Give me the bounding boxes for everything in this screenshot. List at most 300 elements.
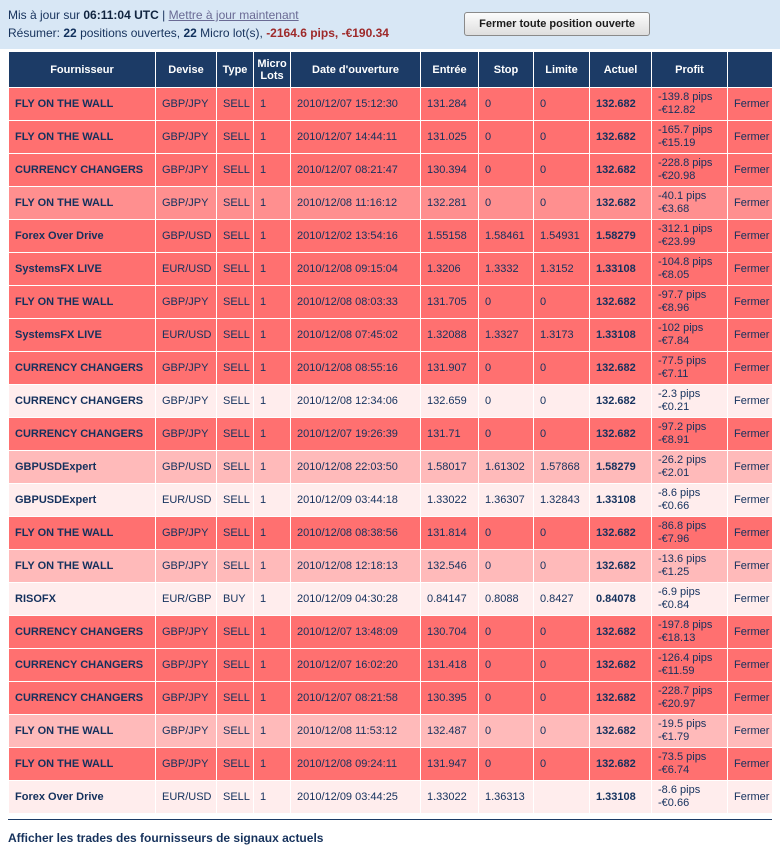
pair-cell: EUR/USD — [156, 319, 217, 352]
actual-cell: 132.682 — [590, 715, 652, 748]
close-position-link[interactable]: Fermer — [734, 560, 770, 572]
limit-cell: 0.8427 — [534, 583, 590, 616]
entry-cell: 132.546 — [421, 550, 479, 583]
summary-positions-count: 22 — [63, 26, 77, 40]
profit-pips: -228.7 pips — [658, 685, 713, 697]
summary-pips: -2164.6 pips, — [266, 26, 339, 40]
stop-cell: 0 — [479, 616, 534, 649]
position-row — [9, 121, 773, 154]
provider-cell: CURRENCY CHANGERS — [9, 385, 156, 418]
position-row — [9, 418, 773, 451]
close-cell — [728, 781, 773, 814]
close-cell — [728, 451, 773, 484]
limit-cell: 0 — [534, 88, 590, 121]
close-position-link[interactable]: Fermer — [734, 791, 770, 803]
close-cell — [728, 583, 773, 616]
profit-cell — [652, 88, 728, 121]
actual-cell: 132.682 — [590, 154, 652, 187]
actual-cell: 1.58279 — [590, 451, 652, 484]
entry-cell: 131.284 — [421, 88, 479, 121]
limit-cell: 0 — [534, 352, 590, 385]
pair-cell: GBP/JPY — [156, 121, 217, 154]
close-cell — [728, 121, 773, 154]
position-row — [9, 781, 773, 814]
entry-cell: 131.418 — [421, 649, 479, 682]
close-cell — [728, 649, 773, 682]
profit-pips: -97.7 pips — [658, 289, 707, 301]
close-position-link[interactable]: Fermer — [734, 461, 770, 473]
entry-cell: 132.659 — [421, 385, 479, 418]
limit-cell: 1.57868 — [534, 451, 590, 484]
limit-cell: 1.54931 — [534, 220, 590, 253]
pair-cell: GBP/JPY — [156, 286, 217, 319]
pair-cell: EUR/USD — [156, 484, 217, 517]
close-position-link[interactable]: Fermer — [734, 593, 770, 605]
date-cell: 2010/12/08 08:03:33 — [291, 286, 421, 319]
date-cell: 2010/12/08 09:24:11 — [291, 748, 421, 781]
lots-cell: 1 — [254, 187, 291, 220]
table-header-row — [9, 52, 773, 88]
date-cell: 2010/12/09 04:30:28 — [291, 583, 421, 616]
column-header-profit: Profit — [652, 52, 728, 88]
column-header-actions — [728, 52, 773, 88]
profit-cell — [652, 385, 728, 418]
position-row — [9, 616, 773, 649]
actual-cell: 132.682 — [590, 88, 652, 121]
lots-cell: 1 — [254, 154, 291, 187]
profit-pips: -228.8 pips — [658, 157, 713, 169]
pair-cell: GBP/JPY — [156, 418, 217, 451]
date-cell: 2010/12/08 08:55:16 — [291, 352, 421, 385]
updated-label: Mis à jour sur — [8, 8, 81, 22]
type-cell: SELL — [217, 550, 254, 583]
date-cell: 2010/12/08 12:34:06 — [291, 385, 421, 418]
actual-cell: 132.682 — [590, 121, 652, 154]
lots-cell: 1 — [254, 286, 291, 319]
column-header-date-d-ouverture: Date d'ouverture — [291, 52, 421, 88]
limit-cell: 0 — [534, 517, 590, 550]
pair-cell: EUR/GBP — [156, 583, 217, 616]
actual-cell: 132.682 — [590, 352, 652, 385]
actual-cell: 132.682 — [590, 187, 652, 220]
actual-cell: 132.682 — [590, 385, 652, 418]
positions-table — [8, 51, 773, 814]
close-position-link[interactable]: Fermer — [734, 527, 770, 539]
profit-pips: -26.2 pips — [658, 454, 707, 466]
type-cell: SELL — [217, 88, 254, 121]
position-row — [9, 220, 773, 253]
entry-cell: 131.025 — [421, 121, 479, 154]
position-row — [9, 253, 773, 286]
type-cell: SELL — [217, 748, 254, 781]
profit-cell — [652, 715, 728, 748]
type-cell: SELL — [217, 286, 254, 319]
type-cell: SELL — [217, 385, 254, 418]
actual-cell: 1.33108 — [590, 484, 652, 517]
close-position-link[interactable]: Fermer — [734, 164, 770, 176]
profit-pips: -8.6 pips — [658, 784, 701, 796]
stop-cell: 0 — [479, 385, 534, 418]
profit-pips: -126.4 pips — [658, 652, 713, 664]
date-cell: 2010/12/07 14:44:11 — [291, 121, 421, 154]
profit-pips: -73.5 pips — [658, 751, 707, 763]
pair-cell: GBP/JPY — [156, 187, 217, 220]
limit-cell: 0 — [534, 418, 590, 451]
profit-cell — [652, 550, 728, 583]
lots-cell: 1 — [254, 649, 291, 682]
close-cell — [728, 517, 773, 550]
lots-cell: 1 — [254, 121, 291, 154]
profit-eur: -€0.21 — [658, 401, 690, 413]
actual-cell: 0.84078 — [590, 583, 652, 616]
pair-cell: GBP/JPY — [156, 715, 217, 748]
entry-cell: 130.704 — [421, 616, 479, 649]
lots-cell: 1 — [254, 352, 291, 385]
lots-cell: 1 — [254, 550, 291, 583]
actual-cell: 132.682 — [590, 418, 652, 451]
pair-cell: GBP/JPY — [156, 154, 217, 187]
close-cell — [728, 220, 773, 253]
topbar — [0, 0, 780, 49]
actual-cell: 132.682 — [590, 550, 652, 583]
summary-positions-text: positions ouvertes, — [80, 26, 181, 40]
lots-cell: 1 — [254, 781, 291, 814]
profit-cell — [652, 484, 728, 517]
profit-pips: -97.2 pips — [658, 421, 707, 433]
entry-cell: 131.71 — [421, 418, 479, 451]
position-row — [9, 319, 773, 352]
profit-pips: -104.8 pips — [658, 256, 713, 268]
position-row — [9, 88, 773, 121]
profit-cell — [652, 748, 728, 781]
date-cell: 2010/12/07 13:48:09 — [291, 616, 421, 649]
close-position-link[interactable]: Fermer — [734, 395, 770, 407]
close-position-link[interactable]: Fermer — [734, 758, 770, 770]
profit-eur: -€23.99 — [658, 236, 696, 248]
type-cell: SELL — [217, 319, 254, 352]
type-cell: SELL — [217, 154, 254, 187]
pair-cell: GBP/JPY — [156, 352, 217, 385]
profit-eur: -€8.91 — [658, 434, 690, 446]
type-cell: SELL — [217, 517, 254, 550]
lots-cell: 1 — [254, 220, 291, 253]
date-cell: 2010/12/07 08:21:47 — [291, 154, 421, 187]
column-header-actuel: Actuel — [590, 52, 652, 88]
type-cell: SELL — [217, 484, 254, 517]
provider-cell: CURRENCY CHANGERS — [9, 682, 156, 715]
limit-cell: 0 — [534, 121, 590, 154]
entry-cell: 131.907 — [421, 352, 479, 385]
stop-cell: 0 — [479, 649, 534, 682]
stop-cell: 0 — [479, 550, 534, 583]
profit-pips: -77.5 pips — [658, 355, 707, 367]
summary-line — [8, 24, 389, 42]
entry-cell: 132.281 — [421, 187, 479, 220]
date-cell: 2010/12/07 16:02:20 — [291, 649, 421, 682]
close-position-link[interactable]: Fermer — [734, 197, 770, 209]
entry-cell: 131.814 — [421, 517, 479, 550]
entry-cell: 1.55158 — [421, 220, 479, 253]
profit-pips: -13.6 pips — [658, 553, 707, 565]
pair-cell: GBP/JPY — [156, 88, 217, 121]
close-cell — [728, 550, 773, 583]
positions-tbody — [9, 88, 773, 814]
date-cell: 2010/12/07 08:21:58 — [291, 682, 421, 715]
provider-cell: GBPUSDExpert — [9, 451, 156, 484]
profit-eur: -€11.59 — [658, 665, 695, 677]
profit-eur: -€6.74 — [658, 764, 690, 776]
date-cell: 2010/12/09 03:44:18 — [291, 484, 421, 517]
stop-cell: 0 — [479, 286, 534, 319]
lots-cell: 1 — [254, 418, 291, 451]
lots-cell: 1 — [254, 451, 291, 484]
show-provider-trades-link[interactable]: Afficher les trades des fournisseurs de signaux actuels — [8, 831, 324, 845]
close-cell — [728, 319, 773, 352]
profit-eur: -€0.66 — [658, 500, 690, 512]
provider-cell: CURRENCY CHANGERS — [9, 616, 156, 649]
limit-cell: 0 — [534, 649, 590, 682]
entry-cell: 132.487 — [421, 715, 479, 748]
profit-cell — [652, 352, 728, 385]
profit-cell — [652, 121, 728, 154]
entry-cell: 1.33022 — [421, 484, 479, 517]
provider-cell: FLY ON THE WALL — [9, 748, 156, 781]
lots-cell: 1 — [254, 517, 291, 550]
provider-cell: GBPUSDExpert — [9, 484, 156, 517]
column-header-entr-e: Entrée — [421, 52, 479, 88]
profit-eur: -€15.19 — [658, 137, 696, 149]
profit-cell — [652, 187, 728, 220]
close-position-link[interactable]: Fermer — [734, 428, 770, 440]
type-cell: SELL — [217, 451, 254, 484]
close-cell — [728, 418, 773, 451]
pair-cell: GBP/JPY — [156, 649, 217, 682]
close-cell — [728, 616, 773, 649]
position-row — [9, 517, 773, 550]
position-row — [9, 748, 773, 781]
position-row — [9, 583, 773, 616]
actual-cell: 132.682 — [590, 286, 652, 319]
stop-cell: 1.3332 — [479, 253, 534, 286]
limit-cell: 1.3152 — [534, 253, 590, 286]
date-cell: 2010/12/08 08:38:56 — [291, 517, 421, 550]
date-cell: 2010/12/08 07:45:02 — [291, 319, 421, 352]
type-cell: SELL — [217, 418, 254, 451]
type-cell: BUY — [217, 583, 254, 616]
actual-cell: 132.682 — [590, 517, 652, 550]
position-row — [9, 550, 773, 583]
limit-cell: 0 — [534, 715, 590, 748]
close-cell — [728, 352, 773, 385]
profit-eur: -€20.97 — [658, 698, 696, 710]
updated-line — [8, 6, 389, 24]
limit-cell: 0 — [534, 682, 590, 715]
pair-cell: GBP/JPY — [156, 550, 217, 583]
profit-eur: -€8.96 — [658, 302, 690, 314]
date-cell: 2010/12/08 11:53:12 — [291, 715, 421, 748]
lots-cell: 1 — [254, 682, 291, 715]
date-cell: 2010/12/08 11:16:12 — [291, 187, 421, 220]
type-cell: SELL — [217, 352, 254, 385]
actual-cell: 1.58279 — [590, 220, 652, 253]
stop-cell: 0 — [479, 187, 534, 220]
profit-eur: -€0.66 — [658, 797, 690, 809]
close-position-link[interactable]: Fermer — [734, 230, 770, 242]
close-cell — [728, 385, 773, 418]
close-position-link[interactable]: Fermer — [734, 725, 770, 737]
date-cell: 2010/12/02 13:54:16 — [291, 220, 421, 253]
position-row — [9, 649, 773, 682]
summary-lots-count: 22 — [183, 26, 197, 40]
profit-cell — [652, 649, 728, 682]
limit-cell — [534, 781, 590, 814]
profit-eur: -€7.11 — [658, 368, 689, 380]
close-position-link[interactable]: Fermer — [734, 329, 770, 341]
profit-eur: -€2.01 — [658, 467, 690, 479]
entry-cell: 1.58017 — [421, 451, 479, 484]
limit-cell: 0 — [534, 616, 590, 649]
close-position-link[interactable]: Fermer — [734, 659, 770, 671]
limit-cell: 0 — [534, 187, 590, 220]
stop-cell: 1.36313 — [479, 781, 534, 814]
column-header-fournisseur: Fournisseur — [9, 52, 156, 88]
provider-cell: Forex Over Drive — [9, 781, 156, 814]
entry-cell: 0.84147 — [421, 583, 479, 616]
column-header-limite: Limite — [534, 52, 590, 88]
stop-cell: 0 — [479, 748, 534, 781]
close-position-link[interactable]: Fermer — [734, 296, 770, 308]
close-cell — [728, 484, 773, 517]
close-position-link[interactable]: Fermer — [734, 263, 770, 275]
entry-cell: 131.705 — [421, 286, 479, 319]
profit-pips: -19.5 pips — [658, 718, 707, 730]
profit-pips: -197.8 pips — [658, 619, 713, 631]
type-cell: SELL — [217, 649, 254, 682]
type-cell: SELL — [217, 715, 254, 748]
stop-cell: 1.61302 — [479, 451, 534, 484]
close-position-link[interactable]: Fermer — [734, 131, 770, 143]
pair-cell: GBP/JPY — [156, 616, 217, 649]
profit-pips: -8.6 pips — [658, 487, 701, 499]
profit-cell — [652, 517, 728, 550]
close-position-link[interactable]: Fermer — [734, 626, 770, 638]
profit-eur: -€12.82 — [658, 104, 696, 116]
stop-cell: 0 — [479, 682, 534, 715]
limit-cell: 0 — [534, 385, 590, 418]
close-position-link[interactable]: Fermer — [734, 98, 770, 110]
stop-cell: 0.8088 — [479, 583, 534, 616]
limit-cell: 1.32843 — [534, 484, 590, 517]
position-row — [9, 352, 773, 385]
close-all-positions-button[interactable]: Fermer toute position ouverte — [464, 12, 650, 36]
type-cell: SELL — [217, 682, 254, 715]
position-row — [9, 154, 773, 187]
provider-cell: FLY ON THE WALL — [9, 715, 156, 748]
position-row — [9, 187, 773, 220]
profit-eur: -€1.25 — [658, 566, 690, 578]
close-position-link[interactable]: Fermer — [734, 692, 770, 704]
stop-cell: 0 — [479, 352, 534, 385]
provider-cell: SystemsFX LIVE — [9, 319, 156, 352]
close-cell — [728, 88, 773, 121]
close-cell — [728, 682, 773, 715]
profit-pips: -6.9 pips — [658, 586, 701, 598]
actual-cell: 1.33108 — [590, 781, 652, 814]
type-cell: SELL — [217, 220, 254, 253]
stop-cell: 1.36307 — [479, 484, 534, 517]
profit-eur: -€8.05 — [658, 269, 690, 281]
lots-cell: 1 — [254, 583, 291, 616]
close-cell — [728, 715, 773, 748]
actual-cell: 132.682 — [590, 649, 652, 682]
position-row — [9, 682, 773, 715]
entry-cell: 1.33022 — [421, 781, 479, 814]
stop-cell: 0 — [479, 121, 534, 154]
provider-cell: FLY ON THE WALL — [9, 187, 156, 220]
close-cell — [728, 748, 773, 781]
close-position-link[interactable]: Fermer — [734, 362, 770, 374]
actual-cell: 1.33108 — [590, 253, 652, 286]
profit-cell — [652, 220, 728, 253]
provider-cell: FLY ON THE WALL — [9, 517, 156, 550]
date-cell: 2010/12/07 19:26:39 — [291, 418, 421, 451]
profit-cell — [652, 781, 728, 814]
provider-cell: CURRENCY CHANGERS — [9, 154, 156, 187]
lots-cell: 1 — [254, 385, 291, 418]
actual-cell: 132.682 — [590, 748, 652, 781]
entry-cell: 130.395 — [421, 682, 479, 715]
date-cell: 2010/12/07 15:12:30 — [291, 88, 421, 121]
profit-cell — [652, 319, 728, 352]
profit-pips: -312.1 pips — [658, 223, 713, 235]
limit-cell: 0 — [534, 286, 590, 319]
refresh-link[interactable]: Mettre à jour maintenant — [168, 8, 299, 22]
profit-cell — [652, 154, 728, 187]
position-row — [9, 715, 773, 748]
lots-cell: 1 — [254, 748, 291, 781]
position-row — [9, 451, 773, 484]
entry-cell: 131.947 — [421, 748, 479, 781]
provider-cell: FLY ON THE WALL — [9, 121, 156, 154]
summary-lots-text: Micro lot(s), — [200, 26, 263, 40]
profit-pips: -165.7 pips — [658, 124, 713, 136]
date-cell: 2010/12/08 09:15:04 — [291, 253, 421, 286]
profit-eur: -€7.84 — [658, 335, 690, 347]
column-header-type: Type — [217, 52, 254, 88]
profit-cell — [652, 616, 728, 649]
pair-cell: GBP/JPY — [156, 517, 217, 550]
type-cell: SELL — [217, 781, 254, 814]
lots-cell: 1 — [254, 715, 291, 748]
separator: | — [162, 8, 166, 22]
close-position-link[interactable]: Fermer — [734, 494, 770, 506]
profit-eur: -€0.84 — [658, 599, 690, 611]
profit-eur: -€18.13 — [658, 632, 696, 644]
pair-cell: GBP/USD — [156, 451, 217, 484]
profit-eur: -€7.96 — [658, 533, 690, 545]
pair-cell: EUR/USD — [156, 781, 217, 814]
entry-cell: 1.32088 — [421, 319, 479, 352]
profit-pips: -40.1 pips — [658, 190, 707, 202]
provider-cell: CURRENCY CHANGERS — [9, 649, 156, 682]
lots-cell: 1 — [254, 484, 291, 517]
profit-pips: -86.8 pips — [658, 520, 707, 532]
close-cell — [728, 154, 773, 187]
provider-cell: FLY ON THE WALL — [9, 88, 156, 121]
limit-cell: 0 — [534, 748, 590, 781]
type-cell: SELL — [217, 187, 254, 220]
column-header-devise: Devise — [156, 52, 217, 88]
